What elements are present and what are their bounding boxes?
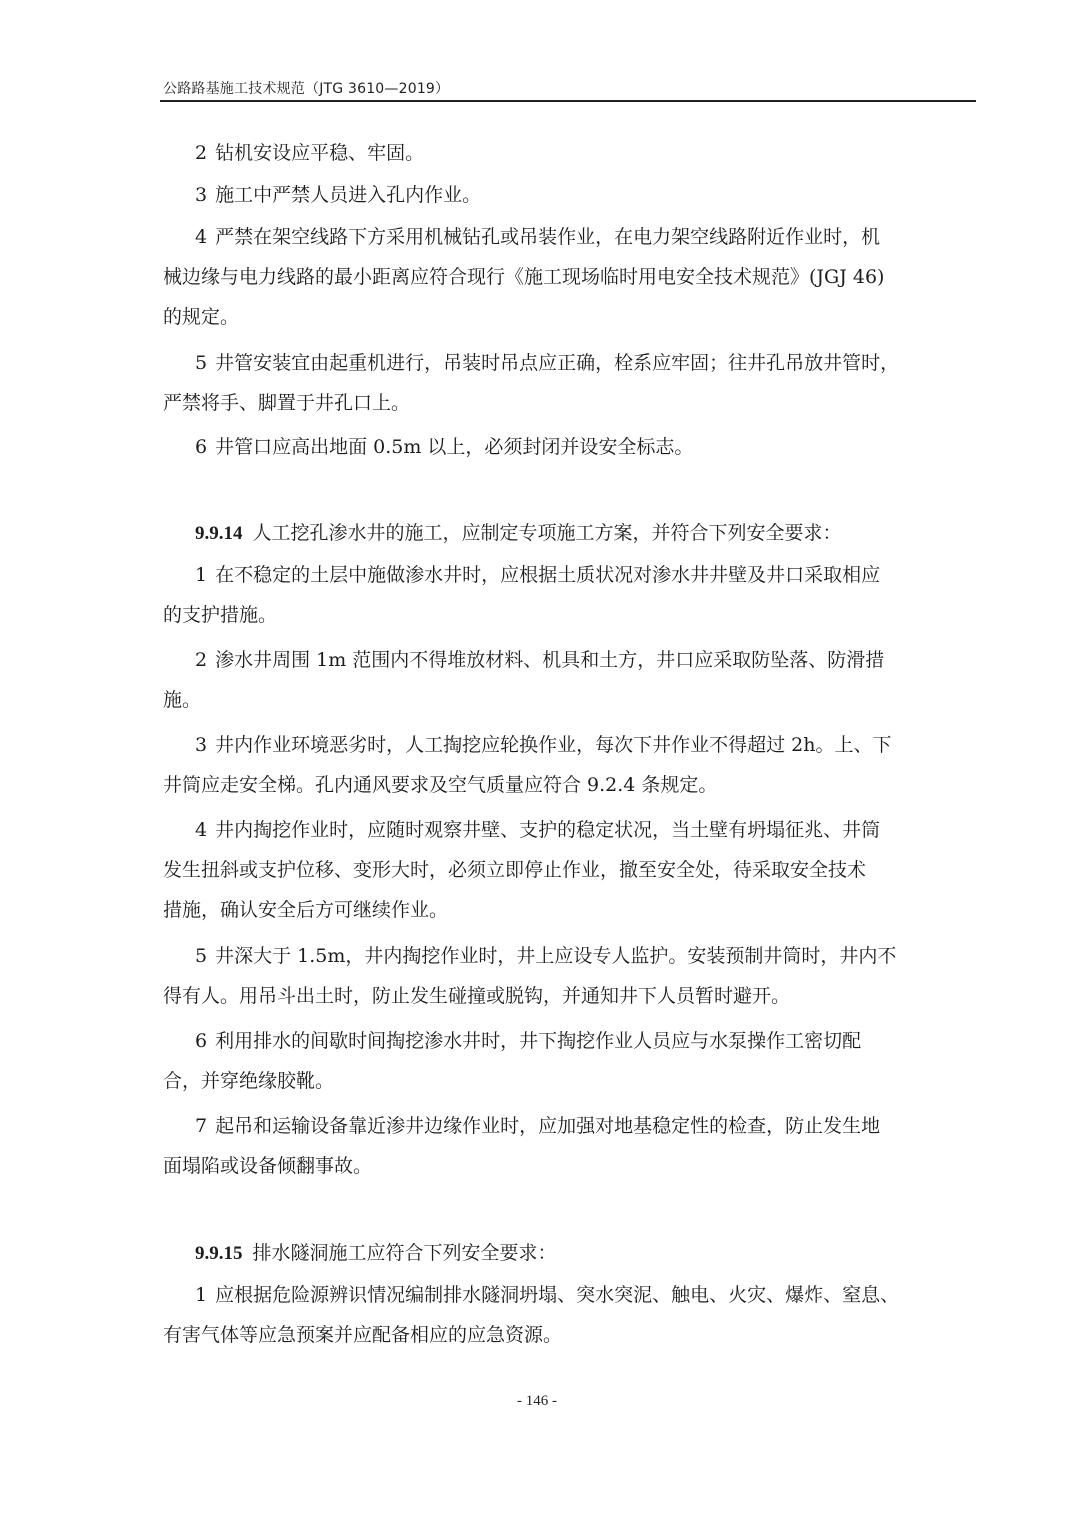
text-line: [163, 936, 973, 976]
text-line: [163, 850, 973, 890]
text-line: [163, 1146, 973, 1186]
item-number: 2: [195, 649, 208, 671]
text-line: [163, 810, 973, 850]
line-text: 井管安装宜由起重机进行，吊装时吊点应正确，栓系应牢固；往井孔吊放井管时，: [215, 352, 900, 374]
list-item: [163, 175, 973, 215]
text-line: [163, 640, 973, 680]
clause-number: 9.9.14: [195, 523, 243, 544]
text-line: [163, 680, 973, 720]
text-line: [163, 175, 973, 215]
line-text: 井内掏挖作业时，应随时观察井壁、支护的稳定状况，当土壁有坍塌征兆、井筒: [215, 819, 881, 841]
text-line: [163, 1233, 973, 1273]
line-text: 井管口应高出地面 0.5m 以上，必须封闭并设安全标志。: [215, 436, 694, 458]
item-number: 5: [195, 352, 208, 374]
line-text: 井筒应走安全梯。孔内通风要求及空气质量应符合 9.2.4 条规定。: [163, 774, 718, 796]
clause-paragraph: [163, 1233, 973, 1273]
line-text: 人工挖孔渗水井的施工，应制定专项施工方案，并符合下列安全要求：: [252, 522, 842, 544]
line-text: 施。: [163, 689, 202, 711]
line-text: 措施，确认安全后方可继续作业。: [163, 899, 449, 921]
text-line: [163, 133, 973, 173]
line-text: 械边缘与电力线路的最小距离应符合现行《施工现场临时用电安全技术规范》(JGJ 46): [163, 266, 885, 288]
item-number: 6: [195, 1030, 208, 1052]
text-line: [163, 1061, 973, 1101]
item-number: 7: [195, 1115, 208, 1137]
text-line: [163, 1106, 973, 1146]
line-text: 起吊和运输设备靠近渗井边缘作业时，应加强对地基稳定性的检查，防止发生地: [215, 1115, 881, 1137]
text-line: [163, 765, 973, 805]
list-item: [163, 555, 973, 635]
page-number: - 146 -: [517, 1393, 557, 1409]
text-line: [163, 555, 973, 595]
list-item: [163, 343, 973, 423]
text-line: [163, 1275, 973, 1315]
list-item: [163, 640, 973, 720]
clause-paragraph: [163, 513, 973, 553]
text-line: [163, 725, 973, 765]
line-text: 合，并穿绝缘胶靴。: [163, 1070, 335, 1092]
line-text: 的规定。: [163, 306, 240, 328]
text-line: [163, 1021, 973, 1061]
text-line: [163, 343, 973, 383]
line-text: 在不稳定的土层中施做渗水井时，应根据土质状况对渗水井井壁及井口采取相应: [215, 564, 881, 586]
list-item: [163, 725, 973, 805]
list-item: [163, 936, 973, 1016]
line-text: 得有人。用吊斗出土时，防止发生碰撞或脱钩，并通知井下人员暂时避开。: [163, 985, 791, 1007]
item-number: 3: [195, 734, 208, 756]
item-number: 2: [195, 142, 208, 164]
line-text: 渗水井周围 1m 范围内不得堆放材料、机具和土方，井口应采取防坠落、防滑措: [215, 649, 885, 671]
item-number: 4: [195, 819, 208, 841]
item-number: 1: [195, 1284, 208, 1306]
header-divider: [160, 100, 976, 102]
text-line: [163, 976, 973, 1016]
text-line: [163, 890, 973, 930]
text-line: [163, 257, 973, 297]
line-text: 的支护措施。: [163, 604, 278, 626]
clause-number: 9.9.15: [195, 1243, 243, 1264]
item-number: 4: [195, 226, 208, 248]
list-item: [163, 1106, 973, 1186]
text-line: [163, 427, 973, 467]
line-text: 排水隧洞施工应符合下列安全要求：: [252, 1242, 557, 1264]
list-item: [163, 1021, 973, 1101]
text-line: [163, 217, 973, 257]
running-header: 公路路基施工技术规范（JTG 3610—2019）: [163, 81, 450, 97]
list-item: [163, 427, 973, 467]
item-number: 5: [195, 945, 208, 967]
line-text: 严禁在架空线路下方采用机械钻孔或吊装作业，在电力架空线路附近作业时，机: [215, 226, 881, 248]
line-text: 井内作业环境恶劣时，人工掏挖应轮换作业，每次下井作业不得超过 2h。上、下: [215, 734, 892, 756]
line-text: 应根据危险源辨识情况编制排水隧洞坍塌、突水突泥、触电、火灾、爆炸、窒息、: [215, 1284, 900, 1306]
item-number: 6: [195, 436, 208, 458]
line-text: 施工中严禁人员进入孔内作业。: [215, 184, 482, 206]
item-number: 3: [195, 184, 208, 206]
line-text: 钻机安设应平稳、牢固。: [215, 142, 425, 164]
line-text: 井深大于 1.5m，井内掏挖作业时，井上应设专人监护。安装预制井筒时，井内不: [215, 945, 897, 967]
line-text: 严禁将手、脚置于井孔口上。: [163, 392, 411, 414]
line-text: 发生扭斜或支护位移、变形大时，必须立即停止作业，撤至安全处，待采取安全技术: [163, 859, 867, 881]
item-number: 1: [195, 564, 208, 586]
text-line: [163, 383, 973, 423]
list-item: [163, 217, 973, 337]
line-text: 面塌陷或设备倾翻事故。: [163, 1155, 373, 1177]
line-text: 利用排水的间歇时间掏挖渗水井时，井下掏挖作业人员应与水泵操作工密切配: [215, 1030, 862, 1052]
list-item: [163, 1275, 973, 1355]
text-line: [163, 297, 973, 337]
text-line: [163, 513, 973, 553]
list-item: [163, 810, 973, 930]
text-line: [163, 1315, 973, 1355]
text-line: [163, 595, 973, 635]
line-text: 有害气体等应急预案并应配备相应的应急资源。: [163, 1324, 563, 1346]
list-item: [163, 133, 973, 173]
